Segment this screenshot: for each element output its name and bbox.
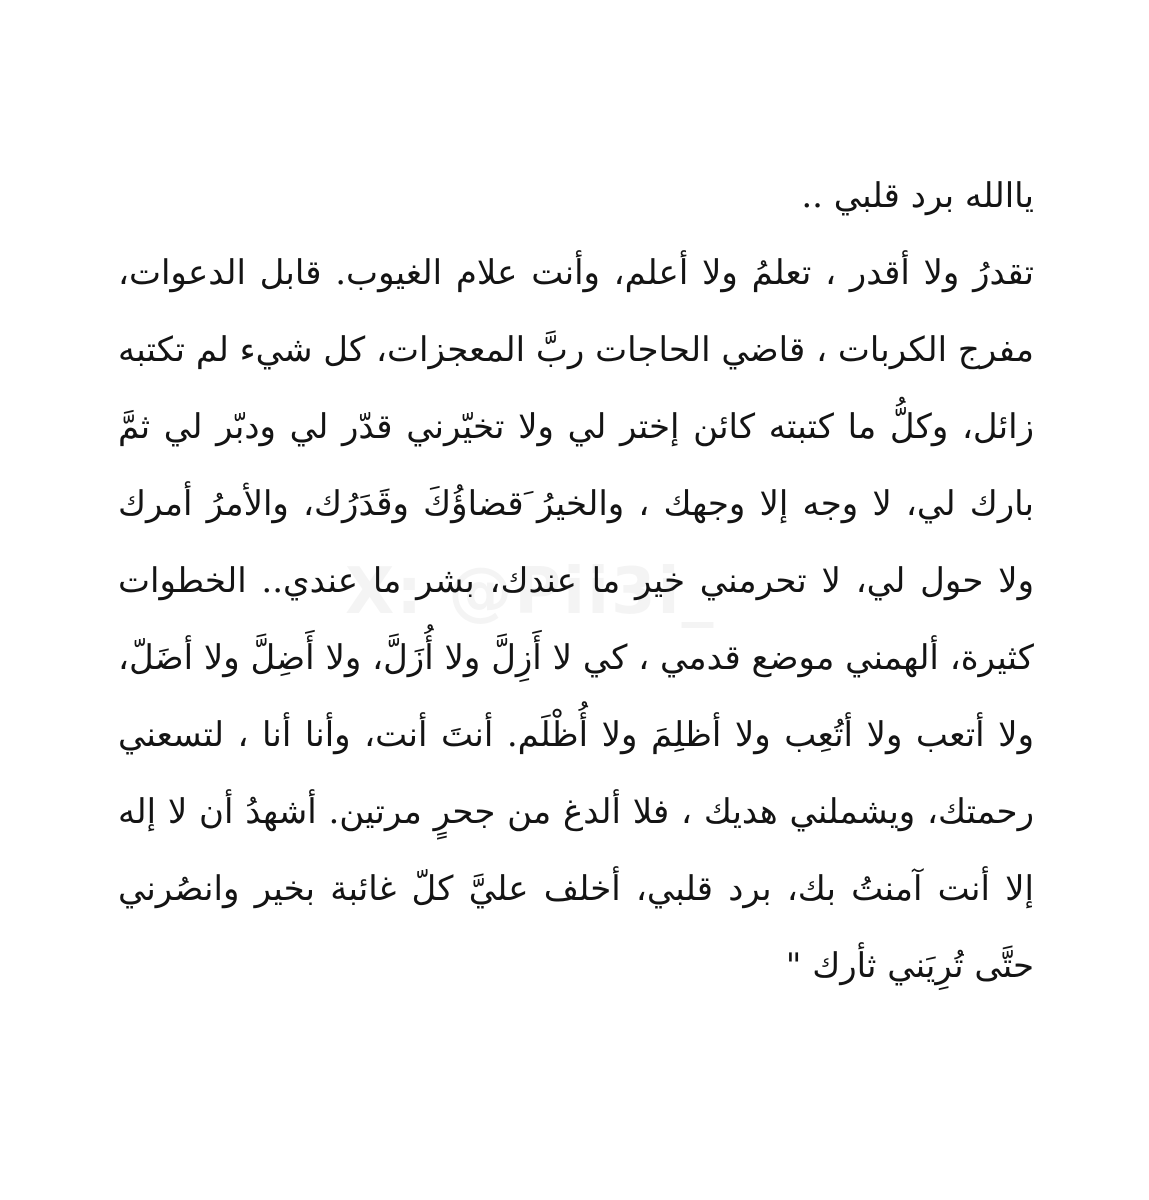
prayer-text bbox=[118, 158, 1034, 1005]
text-line-6: ولا حول لي، لا تحرمني خير ما عندك، بشر ما عندي.. الخطوات bbox=[118, 561, 1034, 601]
text-line-11: حتَّى تُرِيَني ثأرك " bbox=[785, 946, 1034, 986]
text-line-3: مفرج الكربات ، قاضي الحاجات ربَّ المعجزات، كل شيء لم تكتبه bbox=[118, 330, 1034, 370]
text-line-4: زائل، وكلُّ ما كتبته كائن إختر لي ولا تخيّرني قدّر لي ودبّر لي ثمَّ bbox=[118, 407, 1034, 447]
text-line-5: بارك لي، لا وجه إلا وجهك ، والخيرُ َقضاؤُكَ وقَدَرُك، والأمرُ أمرك bbox=[118, 484, 1034, 524]
text-line-9: رحمتك، ويشملني هديك ، فلا ألدغ من جحرٍ مرتين. أشهدُ أن لا إله bbox=[118, 792, 1034, 832]
text-line-10: إلا أنت آمنتُ بك، برد قلبي، أخلف عليَّ كلّ غائبة بخير وانصُرني bbox=[118, 869, 1034, 909]
text-line-7: كثيرة، ألهمني موضع قدمي ، كي لا أَزِلَّ ولا أُزَلَّ، ولا أَضِلَّ ولا أضَلّ، bbox=[118, 638, 1034, 678]
text-line-8: ولا أتعب ولا أتُعِب ولا أظلِمَ ولا أُظْلَم. أنتَ أنت، وأنا أنا ، لتسعني bbox=[118, 715, 1034, 755]
text-line-2: تقدرُ ولا أقدر ، تعلمُ ولا أعلم، وأنت علام الغيوب. قابل الدعوات، bbox=[118, 253, 1034, 293]
text-line-1: ياالله برد قلبي .. bbox=[801, 176, 1034, 216]
